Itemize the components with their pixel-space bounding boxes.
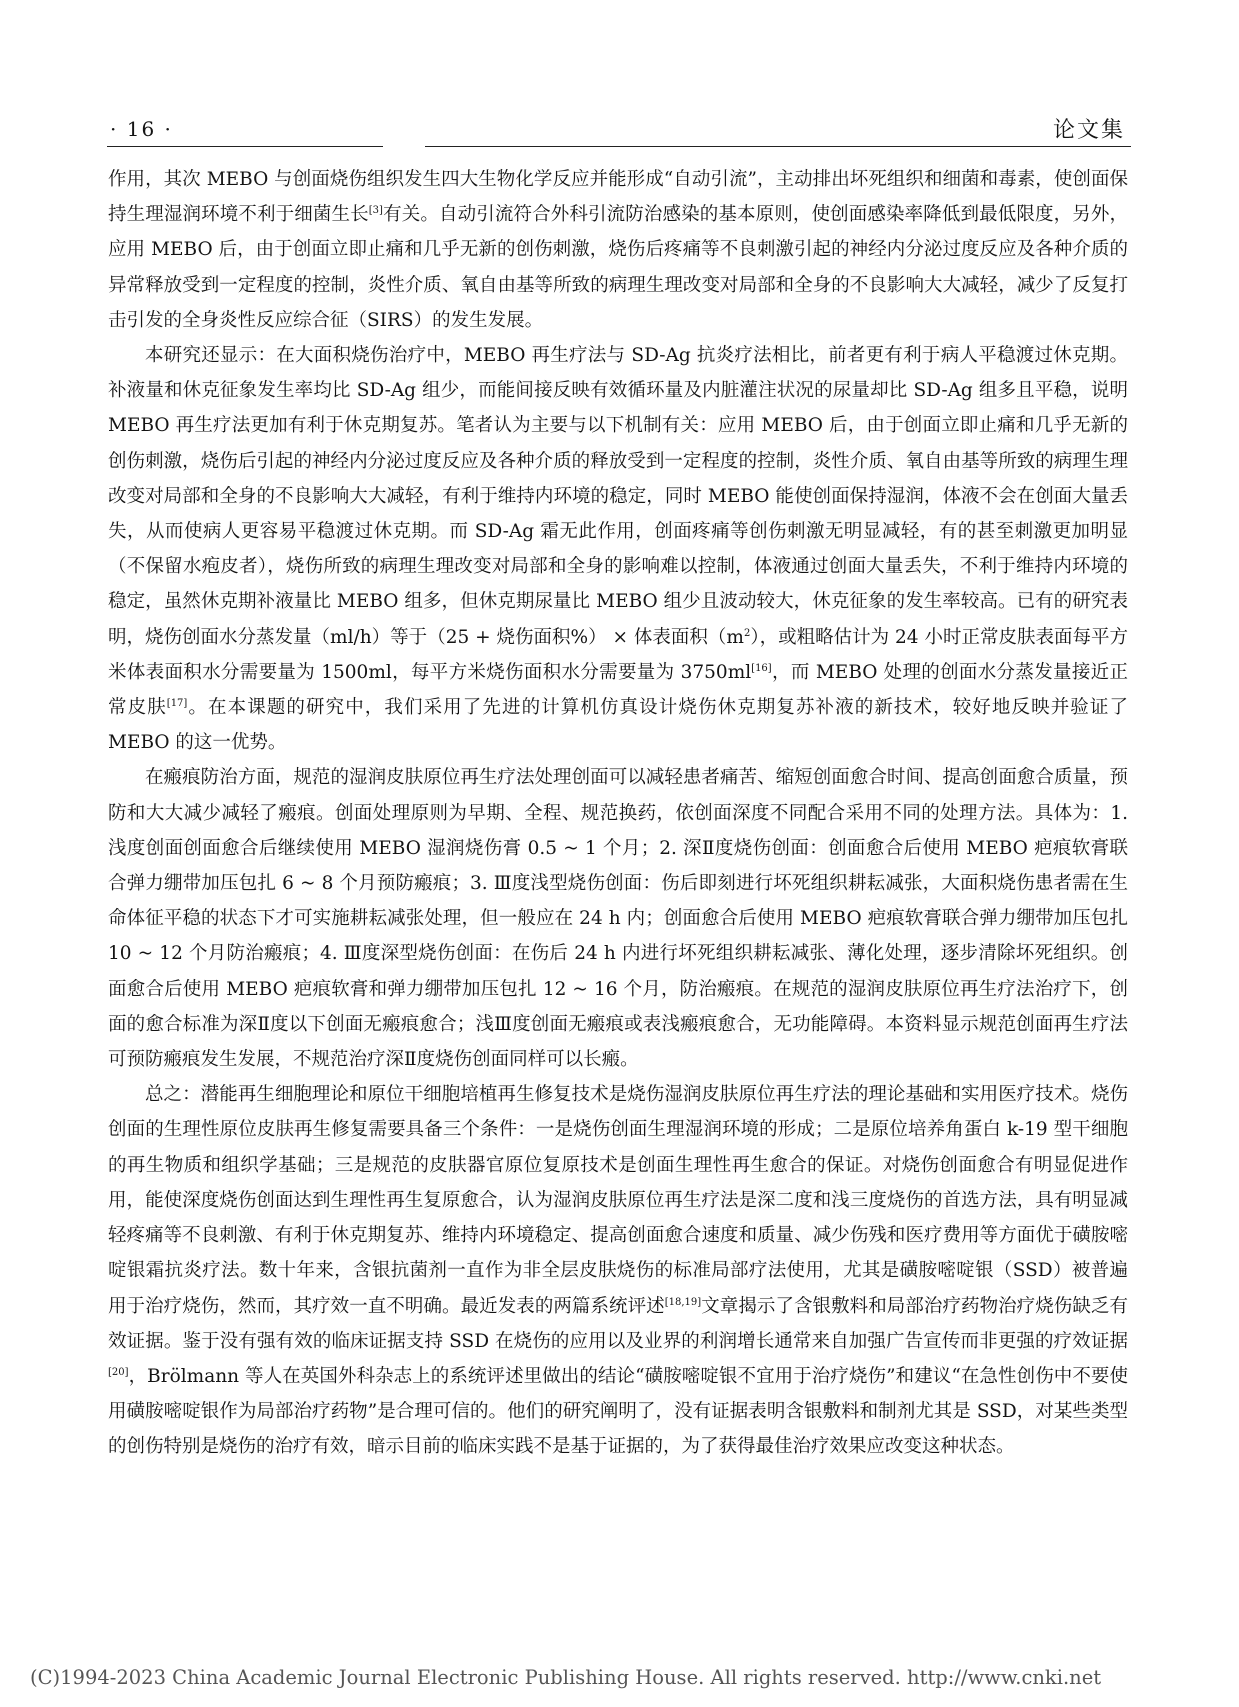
citation-ref: 2 [743, 627, 751, 639]
citation-ref: [17] [166, 698, 188, 710]
text-run: 在瘢痕防治方面，规范的湿润皮肤原位再生疗法处理创面可以减轻患者痛苦、缩短创面愈合时间、提高创面愈合质量，预防和大大减少减轻了瘢痕。创面处理原则为早期、全程、规范换药，依创面深度不同配合采用不同的处理方法。具体为：1. 浅度创面创面愈合后继续使用 MEBO 湿润烧伤膏 0.5 ~ 1 个月；2. 深Ⅱ度烧伤创面：创面愈合后使用 MEBO 疤痕软膏联合弹力绷带加压包扎 6 ~ 8 个月预防瘢痕；3. Ⅲ度浅型烧伤创面：伤后即刻进行坏死组织耕耘减张，大面积烧伤患者需在生命体征平稳的状态下才可实施耕耘减张处理，但一般应在 24 h 内；创面愈合后使用 MEBO 疤痕软膏联合弹力绷带加压包扎 10 ~ 12 个月防治瘢痕；4. Ⅲ度深型烧伤创面：在伤后 24 h 内进行坏死组织耕耘减张、薄化处理，逐步清除坏死组织。创面愈合后使用 MEBO 疤痕软膏和弹力绷带加压包扎 12 ~ 16 个月，防治瘢痕。在规范的湿润皮肤原位再生疗法治疗下，创面的愈合标准为深Ⅱ度以下创面无瘢痕愈合；浅Ⅲ度创面无瘢痕或表浅瘢痕愈合，无功能障碍。本资料显示规范创面再生疗法可预防瘢痕发生发展，不规范治疗深Ⅱ度烧伤创面同样可以长瘢。 [108, 767, 1128, 1071]
text-run: 作用，其次 MEBO 与创面烧伤组织发生四大生物化学反应并能形成“自动引流”，主动排出坏死组织和细菌和毒素，使创面保持生理湿润环境不利于细菌生长 [108, 169, 1128, 226]
copyright-notice: (C)1994-2023 China Academic Journal Electronic Publishing House. All rights reserved. http://www.cnki.net [30, 1666, 1102, 1689]
page-number: · 16 · [110, 117, 173, 141]
text-run: 本研究还显示：在大面积烧伤治疗中，MEBO 再生疗法与 SD-Ag 抗炎疗法相比，前者更有利于病人平稳渡过休克期。补液量和休克征象发生率均比 SD-Ag 组少，而能间接反映有效循环量及内脏灌注状况的尿量却比 SD-Ag 组多且平稳，说明 MEBO 再生疗法更加有利于休克期复苏。笔者认为主要与以下机制有关：应用 MEBO 后，由于创面立即止痛和几乎无新的创伤刺激，烧伤后引起的神经内分泌过度反应及各种介质的释放受到一定程度的控制，炎性介质、氧自由基等所致的病理生理改变对局部和全身的不良影响大大减轻，有利于维持内环境的稳定，同时 MEBO 能使创面保持湿润，体液不会在创面大量丢失，从而使病人更容易平稳渡过休克期。而 SD-Ag 霜无此作用，创面疼痛等创伤刺激无明显减轻，有的甚至刺激更加明显（不保留水疱皮者），烧伤所致的病理生理改变对局部和全身的影响难以控制，体液通过创面大量丢失，不利于维持内环境的稳定，虽然休克期补液量比 MEBO 组多，但休克期尿量比 MEBO 组少且波动较大，休克征象的发生率较高。已有的研究表明，烧伤创面水分蒸发量（ml/h）等于（25 + 烧伤面积%） × 体表面积（m [108, 345, 1128, 648]
text-run: ，而 MEBO 处理的创面水分蒸发量接近正常皮肤 [108, 661, 1128, 719]
paragraph-continued [108, 162, 1128, 338]
citation-ref: [20] [108, 1366, 129, 1378]
text-run: 总之：潜能再生细胞理论和原位干细胞培植再生修复技术是烧伤湿润皮肤原位再生疗法的理论基础和实用医疗技术。烧伤创面的生理性原位皮肤再生修复需要具备三个条件：一是烧伤创面生理湿润环境的形成；二是原位培养角蛋白 k-19 型干细胞的再生物质和组织学基础；三是规范的皮肤器官原位复原技术是创面生理性再生愈合的保证。对烧伤创面愈合有明显促进作用，能使深度烧伤创面达到生理性再生复原愈合，认为湿润皮肤原位再生疗法是深二度和浅三度烧伤的首选方法，具有明显减轻疼痛等不良刺激、有利于休克期复苏、维持内环境稳定、提高创面愈合速度和质量、减少伤残和医疗费用等方面优于磺胺嘧啶银霜抗炎疗法。数十年来，含银抗菌剂一直作为非全层皮肤烧伤的标准局部疗法使用，尤其是磺胺嘧啶银（SSD）被普遍用于治疗烧伤，然而，其疗效一直不明确。最近发表的两篇系统评述 [108, 1084, 1128, 1317]
header-rule-right [425, 146, 1131, 147]
text-run: 有关。自动引流符合外科引流防治感染的基本原则，使创面感染率降低到最低限度，另外，应用 MEBO 后，由于创面立即止痛和几乎无新的创伤刺激，烧伤后疼痛等不良刺激引起的神经内分泌过度反应及各种介质的异常释放受到一定程度的控制，炎性介质、氧自由基等所致的病理生理改变对局部和全身的不良影响大大减轻，减少了反复打击引发的全身炎性反应综合征（SIRS）的发生发展。 [108, 204, 1128, 331]
paragraph-mebo-shock-phase [108, 338, 1128, 760]
running-title: 论文集 [1052, 118, 1125, 143]
article-body [108, 162, 1128, 1465]
text-run: 文章揭示了含银敷料和局部治疗药物治疗烧伤缺乏有效证据。鉴于没有强有效的临床证据支持 SSD 在烧伤的应用以及业界的利润增长通常来自加强广告宣传而非更强的疗效证据 [108, 1295, 1128, 1352]
citation-ref: [18,19] [664, 1296, 702, 1308]
text-run: ），或粗略估计为 24 小时正常皮肤表面每平方米体表面积水分需要量为 1500ml，每平方米烧伤面积水分需要量为 3750ml [108, 626, 1129, 683]
text-run: 。在本课题的研究中，我们采用了先进的计算机仿真设计烧伤休克期复苏补液的新技术，较好地反映并验证了 MEBO 的这一优势。 [108, 697, 1128, 754]
paragraph-conclusion [108, 1077, 1128, 1464]
paragraph-scar-prevention [108, 760, 1128, 1077]
citation-ref: [3] [368, 205, 383, 217]
text-run: ，Brölmann 等人在英国外科杂志上的系统评述里做出的结论“磺胺嘧啶银不宜用于治疗烧伤”和建议“在急性创伤中不要使用磺胺嘧啶银作为局部治疗药物”是合理可信的。他们的研究阐明了，没有证据表明含银敷料和制剂尤其是 SSD，对某些类型的创伤特别是烧伤的治疗有效，暗示目前的临床实践不是基于证据的，为了获得最佳治疗效果应改变这种状态。 [108, 1365, 1128, 1458]
citation-ref: [16] [751, 662, 772, 674]
header-rule-left [107, 146, 383, 147]
